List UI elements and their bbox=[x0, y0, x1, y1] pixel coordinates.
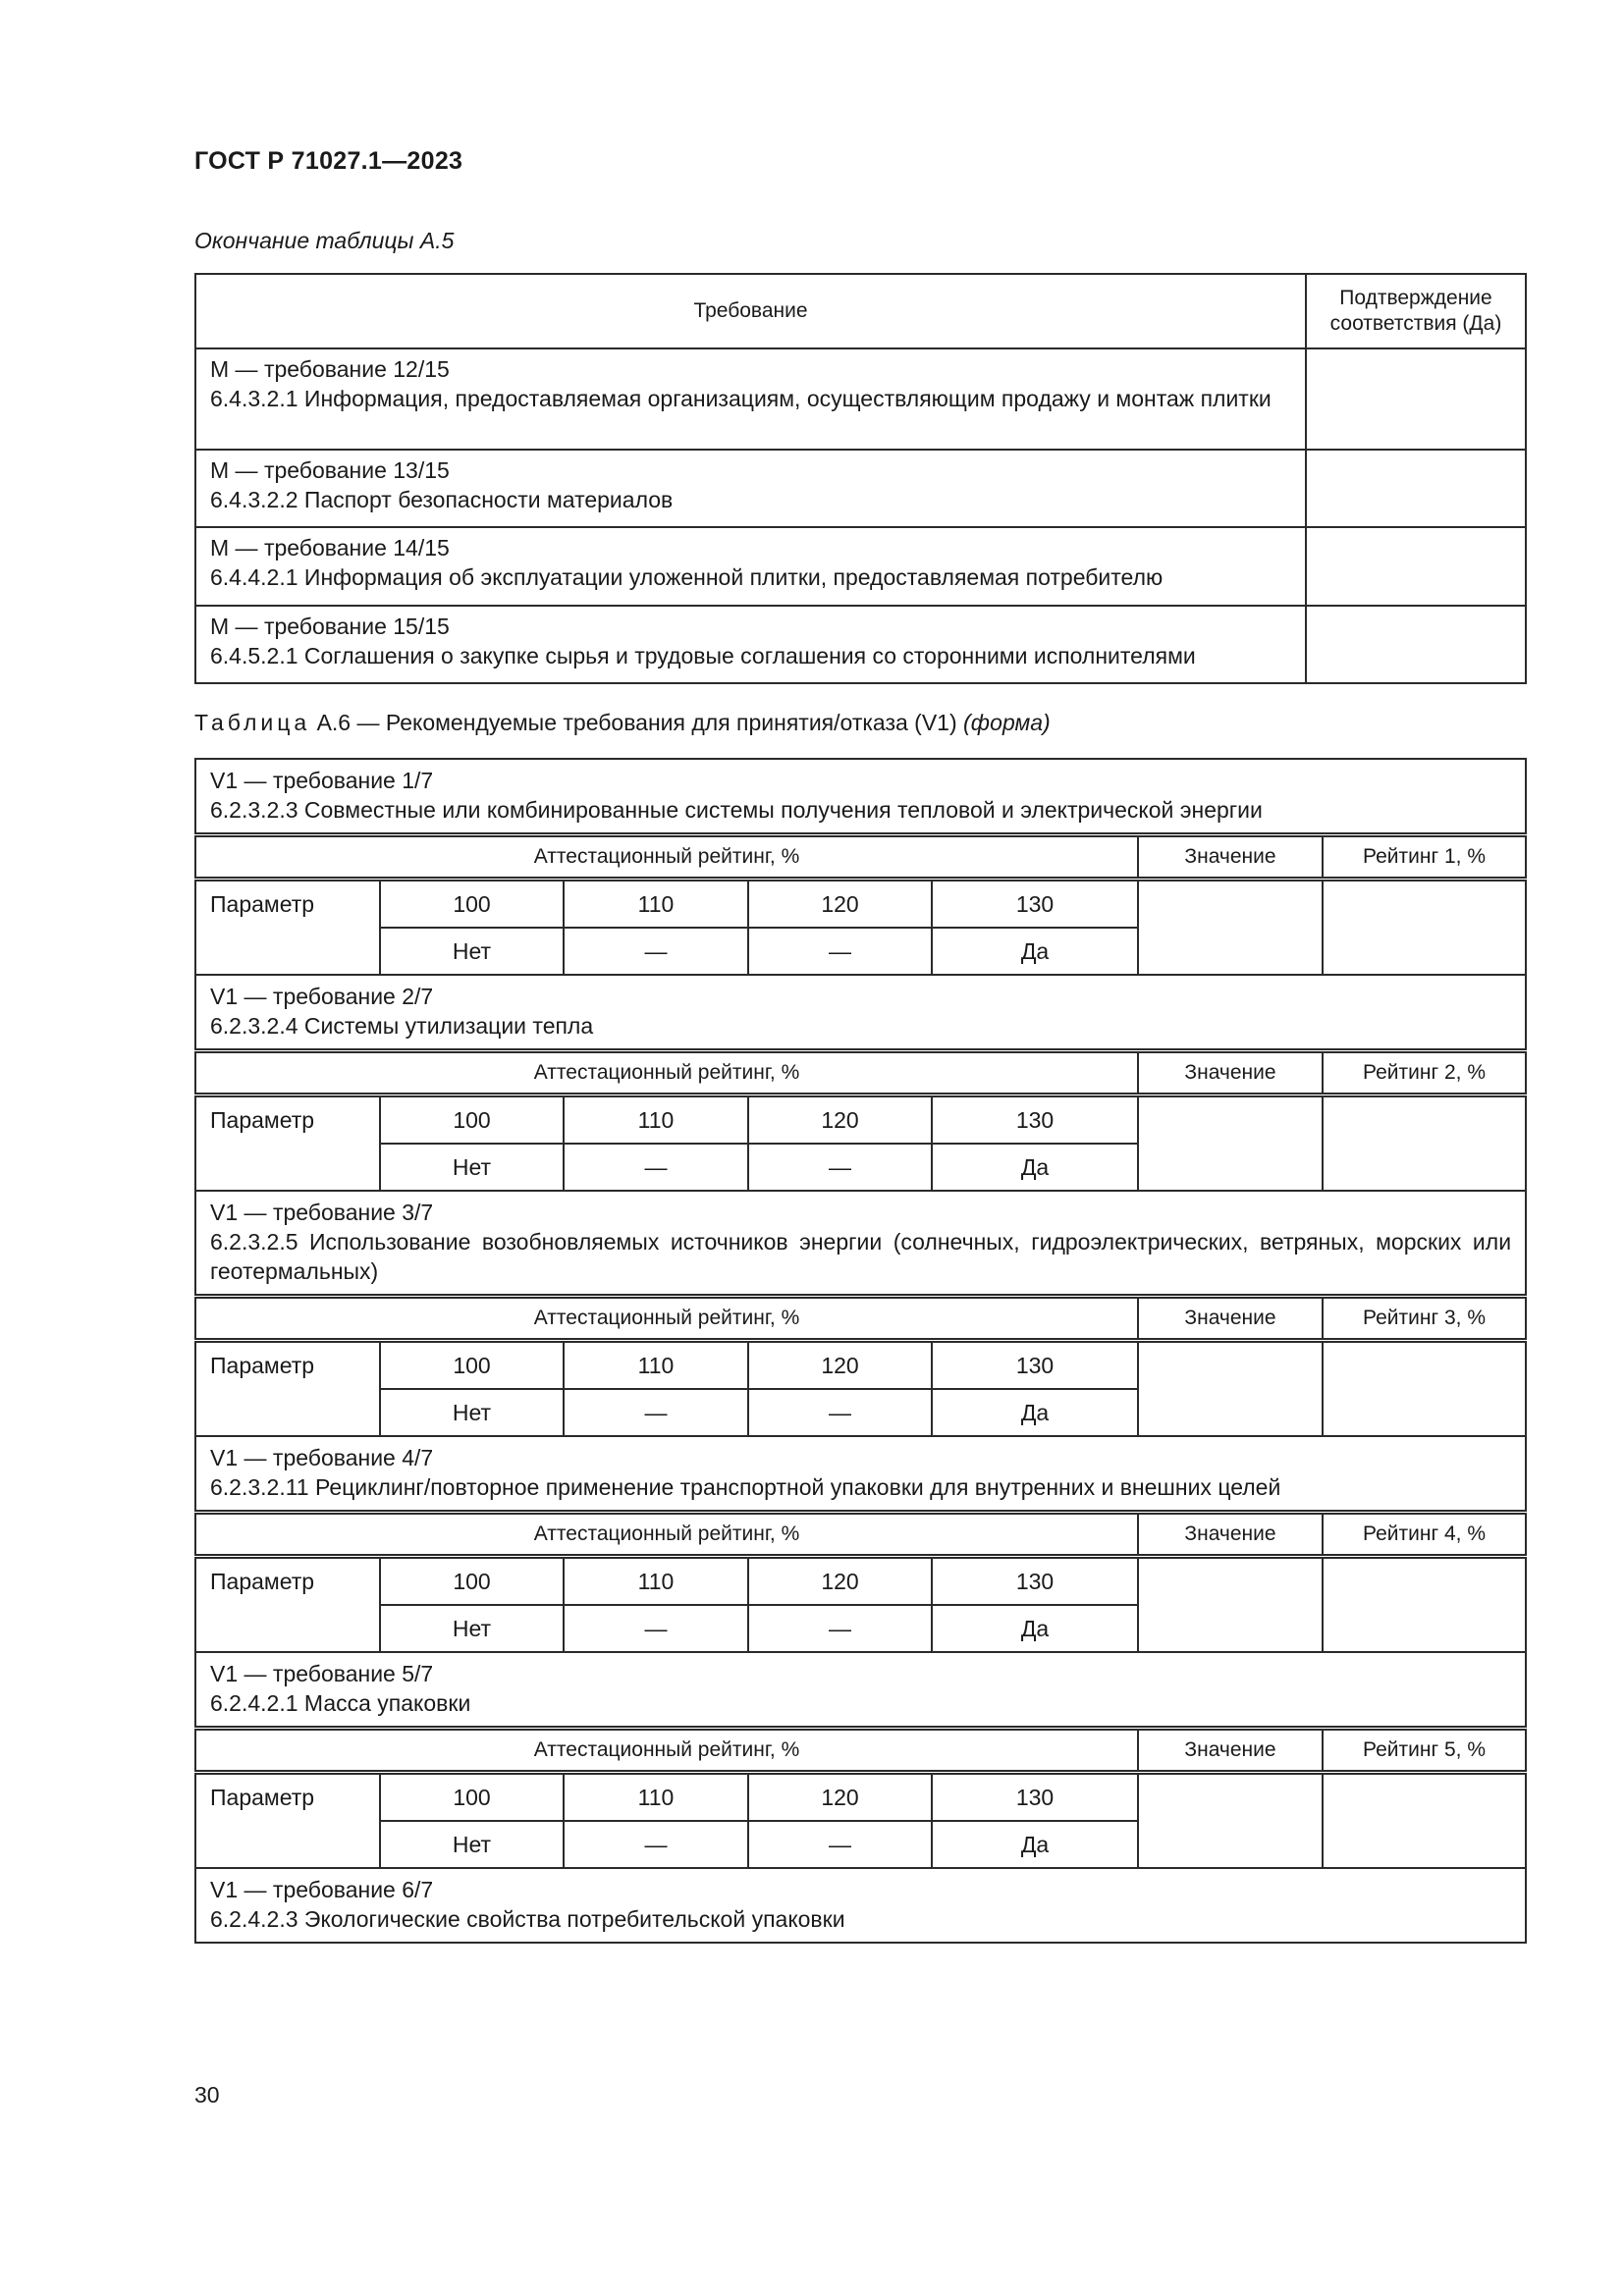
a6-header-value: Значение bbox=[1138, 835, 1323, 880]
a6-answer-cell: Да bbox=[932, 1821, 1138, 1868]
a6-header-value: Значение bbox=[1138, 1297, 1323, 1341]
a6-answer-cell: Нет bbox=[380, 1605, 564, 1652]
a6-level-cell: 130 bbox=[932, 880, 1138, 929]
a6-value-input-cell[interactable] bbox=[1138, 1773, 1323, 1869]
a6-parameter-row bbox=[195, 1557, 1526, 1606]
a5-row-requirement bbox=[195, 348, 1306, 450]
a6-level-cell: 100 bbox=[380, 1095, 564, 1145]
a6-requirement-text: 6.2.3.2.5 Использование возобновляемых источников энергии (солнечных, гидроэлектрических, ветряных, морских или геотермальных) bbox=[210, 1229, 1512, 1284]
a6-requirement-id: V1 — требование 2/7 bbox=[210, 984, 434, 1009]
a6-requirement-id: V1 — требование 6/7 bbox=[210, 1877, 434, 1902]
a6-level-cell: 100 bbox=[380, 1341, 564, 1390]
a6-answer-cell: — bbox=[564, 1389, 748, 1436]
a6-level-cell: 130 bbox=[932, 1557, 1138, 1606]
a6-value-input-cell[interactable] bbox=[1138, 1095, 1323, 1192]
a6-requirement-cell bbox=[195, 1436, 1526, 1513]
a6-rating-input-cell[interactable] bbox=[1323, 1557, 1526, 1653]
document-code: ГОСТ Р 71027.1—2023 bbox=[194, 147, 463, 175]
a6-level-cell: 110 bbox=[564, 1557, 748, 1606]
a6-level-cell: 110 bbox=[564, 1341, 748, 1390]
a6-answer-cell: — bbox=[564, 1605, 748, 1652]
a6-answer-cell: Да bbox=[932, 1144, 1138, 1191]
a5-row-text: 6.4.4.2.1 Информация об эксплуатации уложенной плитки, предоставляемая потребителю bbox=[210, 564, 1164, 590]
a6-parameter-label: Параметр bbox=[195, 1557, 380, 1653]
a6-level-cell: 130 bbox=[932, 1095, 1138, 1145]
a6-answer-cell: Нет bbox=[380, 928, 564, 975]
a6-header-rating: Аттестационный рейтинг, % bbox=[195, 1513, 1138, 1557]
page-number: 30 bbox=[194, 2082, 220, 2108]
a6-requirement-text: 6.2.3.2.4 Системы утилизации тепла bbox=[210, 1013, 594, 1039]
a6-requirement-text: 6.2.4.2.1 Масса упаковки bbox=[210, 1690, 471, 1716]
a5-row-requirement bbox=[195, 450, 1306, 527]
a5-row-requirement bbox=[195, 527, 1306, 606]
a6-header-row bbox=[195, 1051, 1526, 1095]
a6-answer-cell: — bbox=[748, 1605, 932, 1652]
a6-level-cell: 130 bbox=[932, 1773, 1138, 1822]
a6-answer-cell: Да bbox=[932, 1605, 1138, 1652]
table-a6-caption bbox=[194, 710, 1051, 736]
a6-answer-cell: — bbox=[748, 1389, 932, 1436]
table-a6 bbox=[194, 758, 1527, 1944]
a5-row-id: M — требование 14/15 bbox=[210, 535, 450, 561]
a6-requirement-row bbox=[195, 1191, 1526, 1297]
table-a6-caption-main: А.6 — Рекомендуемые требования для принятия/отказа (V1) bbox=[310, 710, 964, 735]
a6-level-cell: 130 bbox=[932, 1341, 1138, 1390]
a6-header-value: Значение bbox=[1138, 1051, 1323, 1095]
a6-answer-cell: Да bbox=[932, 928, 1138, 975]
a6-header-rating-n: Рейтинг 5, % bbox=[1323, 1729, 1526, 1773]
a6-answer-cell: Нет bbox=[380, 1144, 564, 1191]
a5-row-id: M — требование 12/15 bbox=[210, 356, 450, 382]
a6-value-input-cell[interactable] bbox=[1138, 1341, 1323, 1437]
a6-level-cell: 100 bbox=[380, 880, 564, 929]
a6-requirement-text: 6.2.3.2.3 Совместные или комбинированные системы получения тепловой и электрической энергии bbox=[210, 797, 1263, 823]
a6-level-cell: 120 bbox=[748, 1557, 932, 1606]
a6-parameter-label: Параметр bbox=[195, 1095, 380, 1192]
header-requirement: Требование bbox=[195, 274, 1306, 348]
a6-answer-cell: — bbox=[748, 1821, 932, 1868]
a6-level-cell: 100 bbox=[380, 1773, 564, 1822]
a6-header-rating-n: Рейтинг 4, % bbox=[1323, 1513, 1526, 1557]
a6-header-rating: Аттестационный рейтинг, % bbox=[195, 1051, 1138, 1095]
a6-requirement-id: V1 — требование 1/7 bbox=[210, 768, 434, 793]
a6-header-row bbox=[195, 835, 1526, 880]
a6-header-rating-n: Рейтинг 3, % bbox=[1323, 1297, 1526, 1341]
a6-parameter-label: Параметр bbox=[195, 1773, 380, 1869]
a6-requirement-cell bbox=[195, 1191, 1526, 1297]
a6-header-rating: Аттестационный рейтинг, % bbox=[195, 835, 1138, 880]
a6-answer-cell: — bbox=[748, 1144, 932, 1191]
a6-parameter-label: Параметр bbox=[195, 1341, 380, 1437]
a6-requirement-row bbox=[195, 1652, 1526, 1729]
a5-row-id: M — требование 15/15 bbox=[210, 614, 450, 639]
a6-header-row bbox=[195, 1729, 1526, 1773]
table-a5 bbox=[194, 273, 1527, 684]
a6-answer-cell: — bbox=[564, 928, 748, 975]
a6-header-value: Значение bbox=[1138, 1729, 1323, 1773]
a6-level-cell: 120 bbox=[748, 1341, 932, 1390]
a6-answer-cell: — bbox=[564, 1821, 748, 1868]
a6-requirement-cell bbox=[195, 975, 1526, 1051]
a6-level-cell: 120 bbox=[748, 1773, 932, 1822]
a6-requirement-cell bbox=[195, 1652, 1526, 1729]
a6-answer-cell: — bbox=[564, 1144, 748, 1191]
a6-rating-input-cell[interactable] bbox=[1323, 1341, 1526, 1437]
a6-level-cell: 120 bbox=[748, 1095, 932, 1145]
a6-value-input-cell[interactable] bbox=[1138, 880, 1323, 976]
a6-answer-cell: — bbox=[748, 928, 932, 975]
a6-value-input-cell[interactable] bbox=[1138, 1557, 1323, 1653]
a5-row-id: M — требование 13/15 bbox=[210, 457, 450, 483]
a6-header-row bbox=[195, 1297, 1526, 1341]
a6-level-cell: 120 bbox=[748, 880, 932, 929]
header-confirmation bbox=[1306, 274, 1526, 348]
a5-row-text: 6.4.3.2.1 Информация, предоставляемая организациям, осуществляющим продажу и монтаж плитки bbox=[210, 386, 1272, 411]
table-a6-caption-form: (форма) bbox=[963, 710, 1051, 735]
a6-rating-input-cell[interactable] bbox=[1323, 1095, 1526, 1192]
a5-row-confirm-cell[interactable] bbox=[1306, 606, 1526, 683]
header-confirmation-line2: соответствия (Да) bbox=[1329, 312, 1502, 335]
a6-requirement-row bbox=[195, 975, 1526, 1051]
header-confirmation-line1: Подтверждение bbox=[1339, 287, 1492, 309]
a6-requirement-text: 6.2.4.2.3 Экологические свойства потребительской упаковки bbox=[210, 1906, 845, 1932]
a6-rating-input-cell[interactable] bbox=[1323, 1773, 1526, 1869]
a6-parameter-row bbox=[195, 1773, 1526, 1822]
a6-level-cell: 100 bbox=[380, 1557, 564, 1606]
a6-parameter-label: Параметр bbox=[195, 880, 380, 976]
a6-requirement-row bbox=[195, 1436, 1526, 1513]
a5-row-text: 6.4.3.2.2 Паспорт безопасности материалов bbox=[210, 487, 674, 512]
a6-header-rating: Аттестационный рейтинг, % bbox=[195, 1297, 1138, 1341]
a6-requirement-id: V1 — требование 4/7 bbox=[210, 1445, 434, 1470]
a5-row-text: 6.4.5.2.1 Соглашения о закупке сырья и трудовые соглашения со сторонними исполнителями bbox=[210, 643, 1196, 668]
a6-level-cell: 110 bbox=[564, 1095, 748, 1145]
table-a6-caption-prefix: Таблица bbox=[194, 710, 311, 735]
a6-requirement-row bbox=[195, 1868, 1526, 1943]
a6-parameter-row bbox=[195, 1095, 1526, 1145]
a6-requirement-id: V1 — требование 5/7 bbox=[210, 1661, 434, 1686]
a5-row-confirm-cell[interactable] bbox=[1306, 527, 1526, 606]
a6-header-rating-n: Рейтинг 2, % bbox=[1323, 1051, 1526, 1095]
a6-header-value: Значение bbox=[1138, 1513, 1323, 1557]
table-a5-caption: Окончание таблицы А.5 bbox=[194, 228, 455, 253]
a6-answer-cell: Нет bbox=[380, 1821, 564, 1868]
a6-requirement-id: V1 — требование 3/7 bbox=[210, 1200, 434, 1225]
a6-requirement-text: 6.2.3.2.11 Рециклинг/повторное применение транспортной упаковки для внутренних и внешних целей bbox=[210, 1474, 1281, 1500]
a5-row-requirement bbox=[195, 606, 1306, 683]
a6-level-cell: 110 bbox=[564, 880, 748, 929]
a6-requirement-row bbox=[195, 759, 1526, 835]
a6-header-rating-n: Рейтинг 1, % bbox=[1323, 835, 1526, 880]
a6-requirement-cell bbox=[195, 1868, 1526, 1943]
a6-parameter-row bbox=[195, 880, 1526, 929]
a6-parameter-row bbox=[195, 1341, 1526, 1390]
a6-level-cell: 110 bbox=[564, 1773, 748, 1822]
a6-rating-input-cell[interactable] bbox=[1323, 880, 1526, 976]
a6-requirement-cell bbox=[195, 759, 1526, 835]
a6-answer-cell: Да bbox=[932, 1389, 1138, 1436]
a6-answer-cell: Нет bbox=[380, 1389, 564, 1436]
a5-row-confirm-cell[interactable] bbox=[1306, 348, 1526, 450]
a6-header-rating: Аттестационный рейтинг, % bbox=[195, 1729, 1138, 1773]
a6-header-row bbox=[195, 1513, 1526, 1557]
a5-row-confirm-cell[interactable] bbox=[1306, 450, 1526, 527]
